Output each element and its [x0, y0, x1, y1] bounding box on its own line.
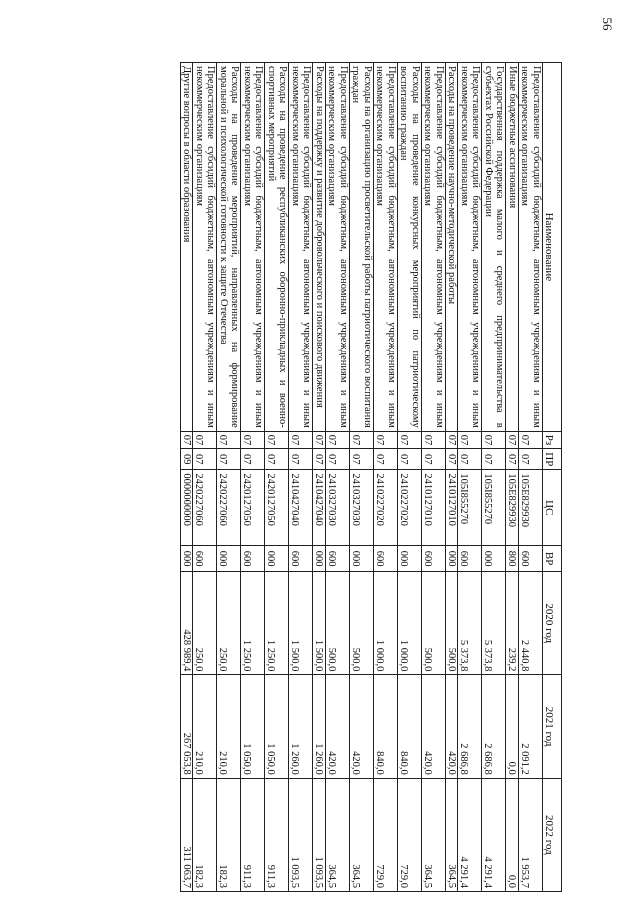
- col-header-name: Наименование: [543, 63, 562, 432]
- table-row: [313, 63, 326, 892]
- row-2021: 210,0: [217, 675, 241, 778]
- row-2021: 2 686,8: [482, 675, 506, 778]
- row-2022: 911,3: [265, 778, 289, 891]
- row-cs: 105I855270: [482, 470, 506, 546]
- col-header-vr: ВР: [543, 546, 562, 572]
- row-name: Государственная поддержка малого и среднего предпринимательства в субъектах Российской Федерации: [482, 63, 506, 432]
- row-2022: 1 093,5: [313, 778, 326, 891]
- row-name: Предоставление субсидий бюджетным, автономным учреждениям и иным некоммерческим организациям: [241, 63, 265, 432]
- row-2021: 420,0: [350, 675, 374, 778]
- row-name: Предоставление субсидий бюджетным, автономным учреждениям и иным некоммерческим организациям: [458, 63, 482, 432]
- row-pr: 07: [398, 449, 422, 470]
- row-vr: 600: [374, 546, 398, 572]
- table-row: [181, 63, 194, 892]
- row-rz: 07: [398, 431, 422, 449]
- row-cs: 0000000000: [181, 470, 194, 546]
- row-2022: 1 093,5: [289, 778, 313, 891]
- table-row: [265, 63, 289, 892]
- col-header-2022: 2022 год: [543, 778, 562, 891]
- row-vr: 600: [289, 546, 313, 572]
- row-cs: 2410327030: [350, 470, 374, 546]
- row-2020: 250,0: [193, 572, 217, 675]
- row-2022: 182,3: [193, 778, 217, 891]
- row-2021: 1 050,0: [241, 675, 265, 778]
- row-pr: 07: [265, 449, 289, 470]
- row-2021: 2 091,2: [519, 675, 543, 778]
- row-pr: 07: [519, 449, 543, 470]
- row-2022: 0,0: [506, 778, 519, 891]
- row-2020: 1 500,0: [313, 572, 326, 675]
- row-2021: 420,0: [422, 675, 446, 778]
- table-row: [458, 63, 482, 892]
- table-row: [289, 63, 313, 892]
- row-vr: 600: [422, 546, 446, 572]
- row-2021: 267 053,8: [181, 675, 194, 778]
- row-name: Предоставление субсидий бюджетным, автономным учреждениям и иным некоммерческим организациям: [326, 63, 350, 432]
- row-2020: 239,2: [506, 572, 519, 675]
- table-header-row: [543, 63, 562, 892]
- row-pr: 07: [458, 449, 482, 470]
- rotated-budget-table-container: [180, 62, 562, 892]
- col-header-rz: Рз: [543, 431, 562, 449]
- row-2022: 364,5: [422, 778, 446, 891]
- row-2022: 311 063,7: [181, 778, 194, 891]
- row-pr: 07: [217, 449, 241, 470]
- row-rz: 07: [289, 431, 313, 449]
- row-cs: 105E829930: [506, 470, 519, 546]
- row-2020: 1 250,0: [241, 572, 265, 675]
- row-name: Другие вопросы в области образования: [181, 63, 194, 432]
- row-pr: 07: [241, 449, 265, 470]
- row-2021: 420,0: [326, 675, 350, 778]
- row-rz: 07: [326, 431, 350, 449]
- row-2020: 2 440,8: [519, 572, 543, 675]
- row-name: Предоставление субсидий бюджетным, автономным учреждениям и иным некоммерческим организациям: [289, 63, 313, 432]
- row-2021: 2 686,8: [458, 675, 482, 778]
- table-row: [374, 63, 398, 892]
- row-rz: 07: [422, 431, 446, 449]
- col-header-2021: 2021 год: [543, 675, 562, 778]
- table-row: [193, 63, 217, 892]
- row-2022: 729,0: [398, 778, 422, 891]
- row-name: Расходы на проведение научно-методической работы: [446, 63, 459, 432]
- row-name: Предоставление субсидий бюджетным, автономным учреждениям и иным некоммерческим организациям: [519, 63, 543, 432]
- row-rz: 07: [482, 431, 506, 449]
- table-row: [326, 63, 350, 892]
- row-2022: 182,3: [217, 778, 241, 891]
- row-rz: 07: [241, 431, 265, 449]
- row-pr: 09: [181, 449, 194, 470]
- row-rz: 07: [193, 431, 217, 449]
- row-name: Иные бюджетные ассигнования: [506, 63, 519, 432]
- row-2020: 5 373,8: [458, 572, 482, 675]
- row-pr: 07: [193, 449, 217, 470]
- row-vr: 000: [446, 546, 459, 572]
- row-2020: 1 000,0: [398, 572, 422, 675]
- row-vr: 800: [506, 546, 519, 572]
- table-row: [241, 63, 265, 892]
- row-pr: 07: [374, 449, 398, 470]
- row-rz: 07: [374, 431, 398, 449]
- row-2022: 4 291,4: [482, 778, 506, 891]
- table-row: [506, 63, 519, 892]
- row-cs: 2410227020: [374, 470, 398, 546]
- row-cs: 105I855270: [458, 470, 482, 546]
- row-2020: 1 000,0: [374, 572, 398, 675]
- row-2022: 911,3: [241, 778, 265, 891]
- row-rz: 07: [313, 431, 326, 449]
- row-2021: 420,0: [446, 675, 459, 778]
- row-rz: 07: [506, 431, 519, 449]
- row-2020: 500,0: [326, 572, 350, 675]
- row-2021: 210,0: [193, 675, 217, 778]
- table-row: [422, 63, 446, 892]
- row-pr: 07: [482, 449, 506, 470]
- table-row: [482, 63, 506, 892]
- row-pr: 07: [506, 449, 519, 470]
- row-2022: 4 291,4: [458, 778, 482, 891]
- row-2021: 1 260,0: [289, 675, 313, 778]
- row-vr: 000: [482, 546, 506, 572]
- row-name: Предоставление субсидий бюджетным, автономным учреждениям и иным некоммерческим организациям: [374, 63, 398, 432]
- col-header-pr: ПР: [543, 449, 562, 470]
- row-pr: 07: [422, 449, 446, 470]
- row-2021: 840,0: [398, 675, 422, 778]
- row-name: Предоставление субсидий бюджетным, автономным учреждениям и иным некоммерческим организациям: [422, 63, 446, 432]
- table-row: [217, 63, 241, 892]
- row-2020: 5 373,8: [482, 572, 506, 675]
- budget-table: [180, 62, 562, 892]
- row-2020: 428 989,4: [181, 572, 194, 675]
- row-rz: 07: [519, 431, 543, 449]
- row-pr: 07: [326, 449, 350, 470]
- row-2022: 364,5: [326, 778, 350, 891]
- row-vr: 000: [398, 546, 422, 572]
- row-cs: 105E829930: [519, 470, 543, 546]
- table-row: [350, 63, 374, 892]
- row-vr: 600: [458, 546, 482, 572]
- row-pr: 07: [446, 449, 459, 470]
- row-cs: 2410127010: [422, 470, 446, 546]
- row-cs: 2410227020: [398, 470, 422, 546]
- row-name: Расходы на проведение конкурсных мероприятий по патриотическому воспитанию граждан: [398, 63, 422, 432]
- row-2021: 840,0: [374, 675, 398, 778]
- row-2020: 1 250,0: [265, 572, 289, 675]
- row-2020: 250,0: [217, 572, 241, 675]
- row-vr: 600: [326, 546, 350, 572]
- row-vr: 000: [265, 546, 289, 572]
- row-cs: 2410427040: [289, 470, 313, 546]
- row-2021: 0,0: [506, 675, 519, 778]
- row-cs: 2420227060: [217, 470, 241, 546]
- row-2022: 729,0: [374, 778, 398, 891]
- row-vr: 000: [350, 546, 374, 572]
- row-name: Расходы на поддержку и развитие добровольческого и поискового движения: [313, 63, 326, 432]
- row-pr: 07: [289, 449, 313, 470]
- row-vr: 600: [241, 546, 265, 572]
- row-cs: 2410427040: [313, 470, 326, 546]
- row-rz: 07: [350, 431, 374, 449]
- row-2020: 500,0: [422, 572, 446, 675]
- row-name: Расходы на организацию просветительской работы патриотического воспитания граждан: [350, 63, 374, 432]
- row-rz: 07: [458, 431, 482, 449]
- row-name: Расходы на проведение республиканских оборонно-прикладных и военно-спортивных мероприятий: [265, 63, 289, 432]
- row-cs: 2410327030: [326, 470, 350, 546]
- row-2020: 500,0: [446, 572, 459, 675]
- row-2022: 364,5: [350, 778, 374, 891]
- row-rz: 07: [265, 431, 289, 449]
- table-row: [519, 63, 543, 892]
- row-vr: 600: [519, 546, 543, 572]
- col-header-cs: ЦС: [543, 470, 562, 546]
- row-cs: 2410127010: [446, 470, 459, 546]
- row-2020: 500,0: [350, 572, 374, 675]
- col-header-2020: 2020 год: [543, 572, 562, 675]
- row-rz: 07: [217, 431, 241, 449]
- table-body: [181, 63, 543, 892]
- row-vr: 000: [313, 546, 326, 572]
- row-2022: 364,5: [446, 778, 459, 891]
- row-2020: 1 500,0: [289, 572, 313, 675]
- row-2022: 1 953,7: [519, 778, 543, 891]
- row-pr: 07: [350, 449, 374, 470]
- row-cs: 2420127050: [241, 470, 265, 546]
- row-name: Предоставление субсидий бюджетным, автономным учреждениям и иным некоммерческим организациям: [193, 63, 217, 432]
- row-pr: 07: [313, 449, 326, 470]
- row-rz: 07: [181, 431, 194, 449]
- row-rz: 07: [446, 431, 459, 449]
- table-row: [398, 63, 422, 892]
- row-2021: 1 260,0: [313, 675, 326, 778]
- table-row: [446, 63, 459, 892]
- row-cs: 2420127050: [265, 470, 289, 546]
- row-vr: 000: [181, 546, 194, 572]
- row-2021: 1 050,0: [265, 675, 289, 778]
- row-vr: 000: [217, 546, 241, 572]
- row-cs: 2420227060: [193, 470, 217, 546]
- row-vr: 600: [193, 546, 217, 572]
- page-number: 56: [600, 17, 615, 31]
- row-name: Расходы на проведение мероприятий, направленных на формирование моральной и психологической готовности к защите Отечества: [217, 63, 241, 432]
